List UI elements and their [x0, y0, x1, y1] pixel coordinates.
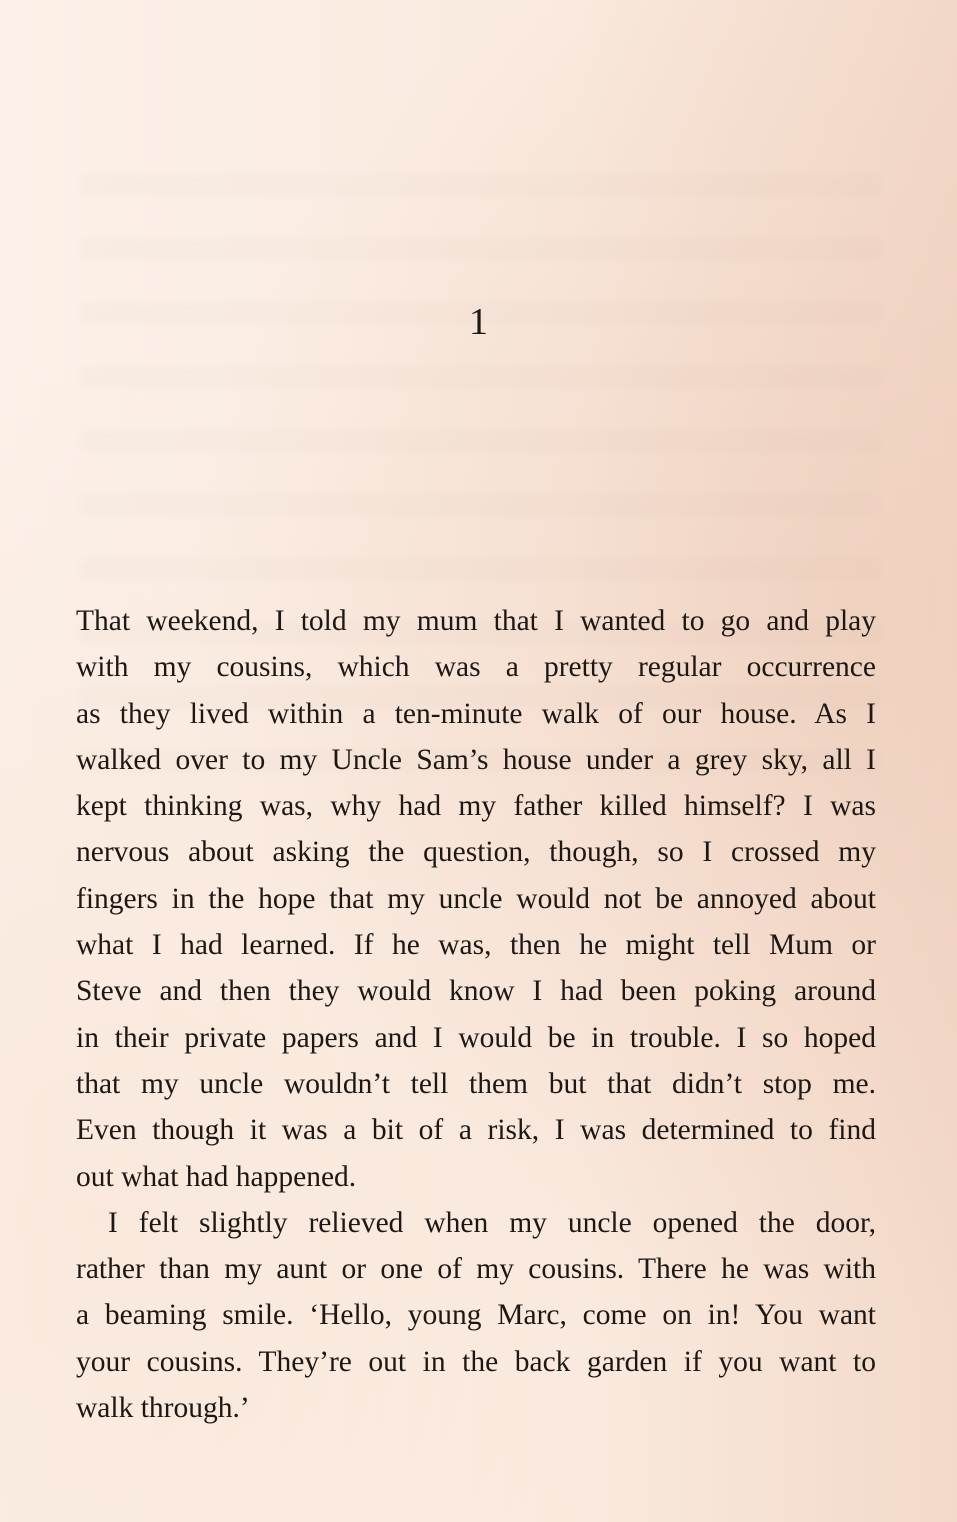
text-line: That weekend, I told my mum that I wanted to go and play — [76, 605, 876, 637]
text-line: kept thinking was, why had my father killed himself? I was — [76, 790, 876, 823]
text-line: Even though it was a bit of a risk, I was determined to find — [76, 1114, 876, 1147]
text-line: nervous about asking the question, though, so I crossed my — [76, 836, 876, 869]
text-line: I felt slightly relieved when my uncle opened the door, — [108, 1206, 876, 1239]
text-line: a beaming smile. ‘Hello, young Marc, come on in! You want — [76, 1299, 876, 1332]
chapter-number: 1 — [469, 301, 488, 343]
text-line: your cousins. They’re out in the back garden if you want to — [76, 1345, 876, 1378]
text-line: fingers in the hope that my uncle would not be annoyed about — [76, 882, 876, 915]
text-line: that my uncle wouldn’t tell them but that didn’t stop me. — [76, 1067, 876, 1100]
paragraph — [76, 598, 876, 1200]
text-line: walked over to my Uncle Sam’s house under a grey sky, all I — [76, 743, 876, 776]
text-line: in their private papers and I would be in trouble. I so hoped — [76, 1021, 876, 1054]
chapter-body — [76, 598, 876, 1431]
text-line: out what had happened. — [76, 1160, 357, 1193]
paragraph — [76, 1200, 876, 1431]
text-line: what I had learned. If he was, then he might tell Mum or — [76, 929, 876, 962]
text-line: walk through.’ — [76, 1392, 250, 1425]
text-line: rather than my aunt or one of my cousins. There he was with — [76, 1253, 876, 1286]
text-line: Steve and then they would know I had been poking around — [76, 975, 876, 1008]
text-line: as they lived within a ten-minute walk of our house. As I — [76, 697, 876, 730]
text-line: with my cousins, which was a pretty regular occurrence — [76, 651, 876, 684]
